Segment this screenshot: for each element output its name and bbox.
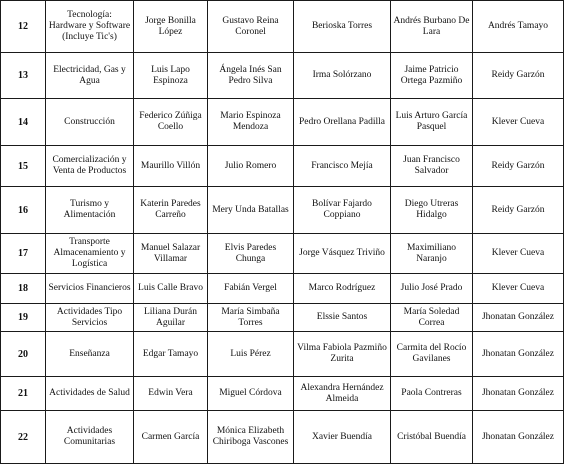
table-row — [1, 146, 564, 187]
person-cell: Miguel Córdova — [208, 377, 294, 411]
person-cell: Elvis Paredes Chunga — [208, 234, 294, 274]
person-cell: María Simbaña Torres — [208, 304, 294, 332]
person-cell: Andrés Burbano De Lara — [391, 1, 473, 53]
sector-cell: Comercialización y Venta de Productos — [46, 146, 134, 187]
coordinator-cell: Jhonatan González — [473, 377, 564, 411]
person-cell: Luis Arturo García Pasquel — [391, 99, 473, 146]
person-cell: Xavier Buendía — [294, 411, 391, 464]
person-cell: Jaime Patricio Ortega Pazmiño — [391, 53, 473, 99]
row-number: 19 — [1, 304, 46, 332]
coordinator-cell: Reidy Garzón — [473, 53, 564, 99]
coordinator-cell: Klever Cueva — [473, 99, 564, 146]
person-cell: Mery Unda Batallas — [208, 187, 294, 234]
person-cell: Paola Contreras — [391, 377, 473, 411]
person-cell: Carmita del Rocío Gavilanes — [391, 332, 473, 377]
table-row — [1, 234, 564, 274]
row-number: 20 — [1, 332, 46, 377]
table-row — [1, 274, 564, 304]
person-cell: María Soledad Correa — [391, 304, 473, 332]
row-number: 16 — [1, 187, 46, 234]
person-cell: Fabián Vergel — [208, 274, 294, 304]
coordinator-cell: Klever Cueva — [473, 274, 564, 304]
person-cell: Pedro Orellana Padilla — [294, 99, 391, 146]
row-number: 12 — [1, 1, 46, 53]
coordinator-cell: Reidy Garzón — [473, 187, 564, 234]
row-number: 14 — [1, 99, 46, 146]
table-row — [1, 332, 564, 377]
person-cell: Ángela Inés San Pedro Silva — [208, 53, 294, 99]
person-cell: Jorge Bonilla López — [134, 1, 208, 53]
person-cell: Maximiliano Naranjo — [391, 234, 473, 274]
coordinator-cell: Reidy Garzón — [473, 146, 564, 187]
person-cell: Juan Francisco Salvador — [391, 146, 473, 187]
person-cell: Edgar Tamayo — [134, 332, 208, 377]
sector-cell: Actividades Comunitarias — [46, 411, 134, 464]
person-cell: Jorge Vásquez Triviño — [294, 234, 391, 274]
row-number: 17 — [1, 234, 46, 274]
person-cell: Edwin Vera — [134, 377, 208, 411]
coordinator-cell: Klever Cueva — [473, 234, 564, 274]
table-row — [1, 99, 564, 146]
sector-cell: Actividades de Salud — [46, 377, 134, 411]
person-cell: Francisco Mejía — [294, 146, 391, 187]
person-cell: Bolívar Fajardo Coppiano — [294, 187, 391, 234]
person-cell: Julio José Prado — [391, 274, 473, 304]
person-cell: Mario Espinoza Mendoza — [208, 99, 294, 146]
sector-cell: Tecnología: Hardware y Software (Incluye Tic's) — [46, 1, 134, 53]
sector-cell: Actividades Tipo Servicios — [46, 304, 134, 332]
person-cell: Diego Utreras Hidalgo — [391, 187, 473, 234]
row-number: 21 — [1, 377, 46, 411]
person-cell: Vilma Fabiola Pazmiño Zurita — [294, 332, 391, 377]
sector-cell: Servicios Financieros — [46, 274, 134, 304]
table-row — [1, 1, 564, 53]
person-cell: Manuel Salazar Villamar — [134, 234, 208, 274]
table-row — [1, 304, 564, 332]
person-cell: Federico Zúñiga Coello — [134, 99, 208, 146]
table-row — [1, 187, 564, 234]
table-row — [1, 53, 564, 99]
person-cell: Julio Romero — [208, 146, 294, 187]
person-cell: Luis Pérez — [208, 332, 294, 377]
person-cell: Luis Lapo Espinoza — [134, 53, 208, 99]
sector-cell: Construcción — [46, 99, 134, 146]
person-cell: Alexandra Hernández Almeida — [294, 377, 391, 411]
coordinator-cell: Andrés Tamayo — [473, 1, 564, 53]
person-cell: Marco Rodríguez — [294, 274, 391, 304]
sector-cell: Electricidad, Gas y Agua — [46, 53, 134, 99]
sector-cell: Enseñanza — [46, 332, 134, 377]
sector-cell: Transporte Almacenamiento y Logística — [46, 234, 134, 274]
coordinator-cell: Jhonatan González — [473, 304, 564, 332]
person-cell: Gustavo Reina Coronel — [208, 1, 294, 53]
coordinator-cell: Jhonatan González — [473, 332, 564, 377]
sector-cell: Turismo y Alimentación — [46, 187, 134, 234]
person-cell: Luis Calle Bravo — [134, 274, 208, 304]
table-row — [1, 377, 564, 411]
person-cell: Elssie Santos — [294, 304, 391, 332]
row-number: 15 — [1, 146, 46, 187]
person-cell: Berioska Torres — [294, 1, 391, 53]
person-cell: Katerin Paredes Carreño — [134, 187, 208, 234]
row-number: 18 — [1, 274, 46, 304]
row-number: 22 — [1, 411, 46, 464]
person-cell: Maurillo Villón — [134, 146, 208, 187]
person-cell: Irma Solórzano — [294, 53, 391, 99]
coordinator-cell: Jhonatan González — [473, 411, 564, 464]
person-cell: Liliana Durán Aguilar — [134, 304, 208, 332]
row-number: 13 — [1, 53, 46, 99]
table-row — [1, 411, 564, 464]
person-cell: Carmen García — [134, 411, 208, 464]
person-cell: Cristóbal Buendía — [391, 411, 473, 464]
person-cell: Mónica Elizabeth Chiriboga Vascones — [208, 411, 294, 464]
